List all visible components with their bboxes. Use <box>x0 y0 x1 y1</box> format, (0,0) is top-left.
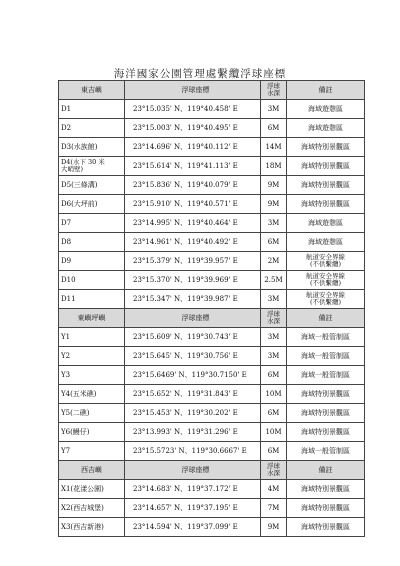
cell-coordinate: 23°15.003' N、119°40.495' E <box>125 119 261 138</box>
cell-coordinate: 23°15.5723' N、119°30.6667' E <box>125 442 261 461</box>
cell-depth: 3M <box>261 328 287 347</box>
cell-depth: 9M <box>261 195 287 214</box>
cell-depth: 3M <box>261 100 287 119</box>
cell-coordinate: 23°14.961' N、119°40.492' E <box>125 233 261 252</box>
table-row <box>59 176 365 195</box>
header-remark: 備註 <box>287 81 365 100</box>
cell-coordinate: 23°14.683' N、119°37.172' E <box>125 480 261 499</box>
table-row <box>59 138 365 157</box>
cell-depth: 6M <box>261 366 287 385</box>
cell-coordinate: 23°15.6469' N、119°30.7150' E <box>125 366 261 385</box>
header-site: 西吉嶼 <box>59 461 125 480</box>
cell-site: D8 <box>59 233 125 252</box>
cell-site: D9 <box>59 252 125 271</box>
table-row <box>59 499 365 518</box>
cell-site: D7 <box>59 214 125 233</box>
cell-site: Y4(五米礁) <box>59 385 125 404</box>
cell-site: Y3 <box>59 366 125 385</box>
cell-depth: 6M <box>261 442 287 461</box>
section-header-row <box>59 461 365 480</box>
section-header-row <box>59 81 365 100</box>
cell-remark: 航道安全界線 (不供繫纜) <box>287 252 365 271</box>
cell-site: D3(水族館) <box>59 138 125 157</box>
cell-coordinate: 23°15.836' N、119°40.079' E <box>125 176 261 195</box>
header-coordinate: 浮球座標 <box>125 309 261 328</box>
cell-depth: 9M <box>261 518 287 537</box>
cell-depth: 10M <box>261 385 287 404</box>
cell-remark: 航道安全界線 (不供繫纜) <box>287 290 365 309</box>
cell-site: Y6(鰻仔) <box>59 423 125 442</box>
header-depth: 浮球 水深 <box>261 309 287 328</box>
cell-remark: 海域一般管制區 <box>287 347 365 366</box>
cell-site: Y1 <box>59 328 125 347</box>
table-row <box>59 385 365 404</box>
table-row <box>59 423 365 442</box>
cell-depth: 7M <box>261 499 287 518</box>
table-row <box>59 442 365 461</box>
cell-remark: 海域遊憩區 <box>287 233 365 252</box>
cell-depth: 14M <box>261 138 287 157</box>
cell-site: D4(水下 30 米 大峭壁) <box>59 157 125 176</box>
cell-coordinate: 23°15.609' N、119°30.743' E <box>125 328 261 347</box>
header-remark: 備註 <box>287 309 365 328</box>
cell-remark: 海域特別景觀區 <box>287 518 365 537</box>
cell-coordinate: 23°15.645' N、119°30.756' E <box>125 347 261 366</box>
cell-remark: 海域遊憩區 <box>287 119 365 138</box>
cell-depth: 6M <box>261 119 287 138</box>
cell-site: X1(花漾公園) <box>59 480 125 499</box>
cell-site: D10 <box>59 271 125 290</box>
table-row <box>59 404 365 423</box>
cell-remark: 海域特別景觀區 <box>287 385 365 404</box>
cell-coordinate: 23°15.910' N、119°40.571' E <box>125 195 261 214</box>
cell-site: X2(西吉城堡) <box>59 499 125 518</box>
cell-depth: 6M <box>261 404 287 423</box>
table-row <box>59 290 365 309</box>
cell-coordinate: 23°14.594' N、119°37.099' E <box>125 518 261 537</box>
cell-remark: 航道安全界線 (不供繫纜) <box>287 271 365 290</box>
page-title: 海洋國家公園管理處繫纜浮球座標 <box>113 68 287 80</box>
header-site: 東吉嶼 <box>59 81 125 100</box>
cell-depth: 4M <box>261 480 287 499</box>
table-body <box>59 81 365 537</box>
cell-coordinate: 23°15.614' N、119°41.113' E <box>125 157 261 176</box>
cell-depth: 3M <box>261 214 287 233</box>
cell-depth: 9M <box>261 176 287 195</box>
cell-site: D11 <box>59 290 125 309</box>
table-row <box>59 271 365 290</box>
table-row <box>59 518 365 537</box>
table-row <box>59 195 365 214</box>
table-row <box>59 366 365 385</box>
cell-coordinate: 23°15.370' N、119°39.969' E <box>125 271 261 290</box>
cell-site: Y7 <box>59 442 125 461</box>
header-remark: 備註 <box>287 461 365 480</box>
cell-depth: 3M <box>261 290 287 309</box>
cell-coordinate: 23°15.347' N、119°39.987' E <box>125 290 261 309</box>
cell-depth: 3M <box>261 347 287 366</box>
cell-remark: 海域特別景觀區 <box>287 138 365 157</box>
table-row <box>59 157 365 176</box>
cell-site: D1 <box>59 100 125 119</box>
cell-depth: 6M <box>261 233 287 252</box>
header-depth: 浮球 水深 <box>261 81 287 100</box>
table-row <box>59 214 365 233</box>
table-row <box>59 347 365 366</box>
table-row <box>59 100 365 119</box>
cell-remark: 海域一般管制區 <box>287 328 365 347</box>
cell-remark: 海域遊憩區 <box>287 100 365 119</box>
cell-remark: 海域特別景觀區 <box>287 423 365 442</box>
table-row <box>59 233 365 252</box>
cell-coordinate: 23°14.696' N、119°40.112' E <box>125 138 261 157</box>
cell-coordinate: 23°15.453' N、119°30.202' E <box>125 404 261 423</box>
cell-coordinate: 23°15.652' N、119°31.843' E <box>125 385 261 404</box>
cell-site: D5(三條溝) <box>59 176 125 195</box>
cell-coordinate: 23°15.035' N、119°40.458' E <box>125 100 261 119</box>
cell-site: Y5(二礁) <box>59 404 125 423</box>
table-row <box>59 480 365 499</box>
header-site: 東嶼坪嶼 <box>59 309 125 328</box>
table-row <box>59 328 365 347</box>
cell-remark: 海域一般管制區 <box>287 442 365 461</box>
cell-depth: 10M <box>261 423 287 442</box>
cell-depth: 2.5M <box>261 271 287 290</box>
cell-coordinate: 23°14.657' N、119°37.195' E <box>125 499 261 518</box>
cell-depth: 18M <box>261 157 287 176</box>
header-coordinate: 浮球座標 <box>125 81 261 100</box>
buoy-coordinate-table <box>58 80 365 537</box>
cell-remark: 海域特別景觀區 <box>287 480 365 499</box>
cell-site: D6(大坪前) <box>59 195 125 214</box>
cell-remark: 海域特別景觀區 <box>287 195 365 214</box>
table-row <box>59 252 365 271</box>
cell-site: Y2 <box>59 347 125 366</box>
cell-remark: 海域特別景觀區 <box>287 157 365 176</box>
section-header-row <box>59 309 365 328</box>
header-depth: 浮球 水深 <box>261 461 287 480</box>
cell-depth: 2M <box>261 252 287 271</box>
cell-remark: 海域遊憩區 <box>287 214 365 233</box>
cell-remark: 海域特別景觀區 <box>287 499 365 518</box>
cell-site: D2 <box>59 119 125 138</box>
cell-coordinate: 23°15.379' N、119°39.957' E <box>125 252 261 271</box>
cell-remark: 海域特別景觀區 <box>287 176 365 195</box>
cell-coordinate: 23°14.995' N、119°40.464' E <box>125 214 261 233</box>
cell-remark: 海域特別景觀區 <box>287 404 365 423</box>
cell-coordinate: 23°13.993' N、119°31.296' E <box>125 423 261 442</box>
table-row <box>59 119 365 138</box>
cell-remark: 海域一般管制區 <box>287 366 365 385</box>
cell-site: X3(西吉新港) <box>59 518 125 537</box>
header-coordinate: 浮球座標 <box>125 461 261 480</box>
